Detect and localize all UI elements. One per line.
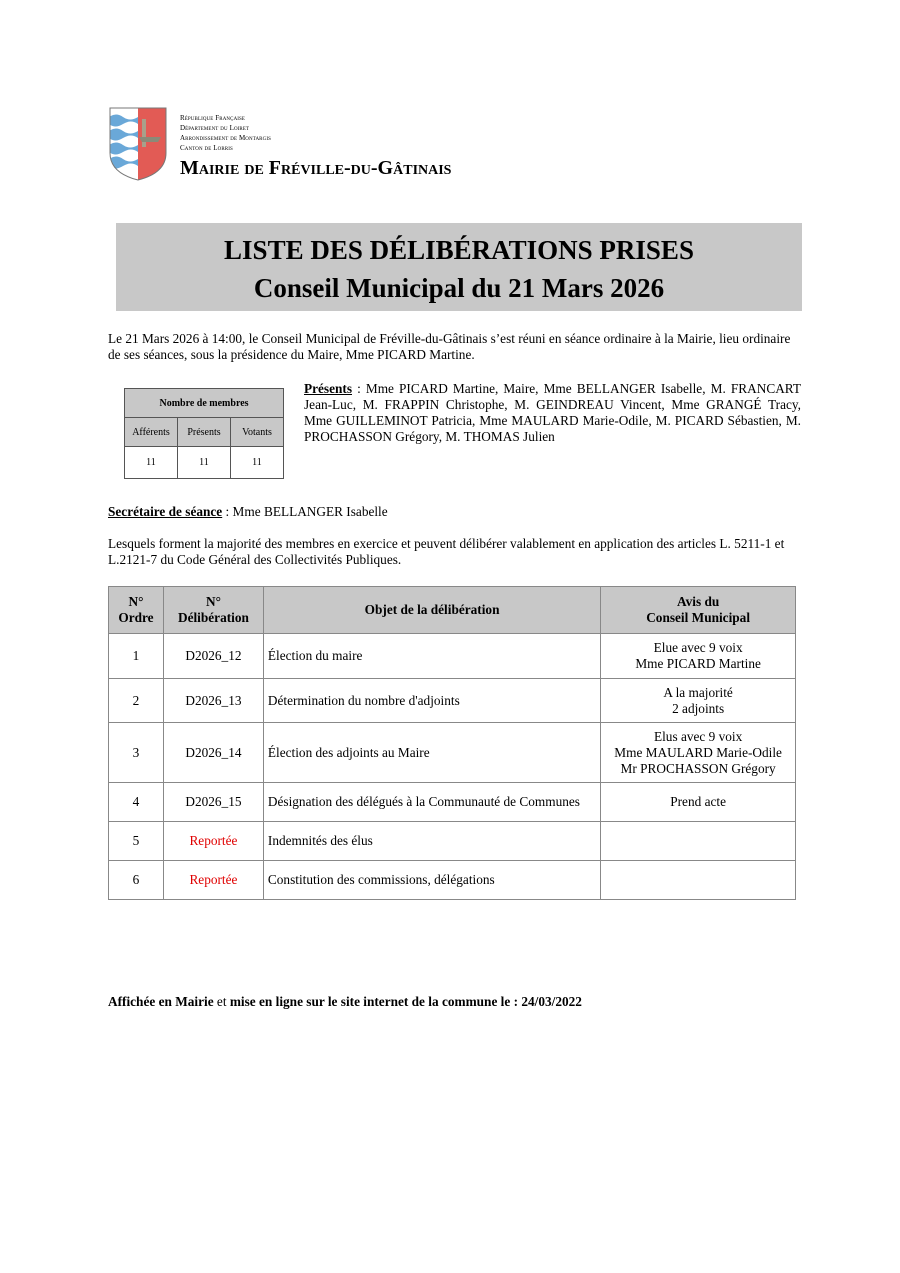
cell-objet: Élection du maire [263, 634, 600, 679]
intro-paragraph: Le 21 Mars 2026 à 14:00, le Conseil Municipal de Fréville-du-Gâtinais s’est réuni en séance ordinaire à la Mairie, lieu ordinaire de ses séances, sous la présidence du Maire, Mme PICARD Martine. [108, 331, 791, 362]
avis-line: 2 adjoints [672, 700, 725, 716]
members-col-votants: Votants [231, 418, 284, 447]
cell-ordre: 2 [109, 679, 164, 723]
cell-objet: Élection des adjoints au Maire [263, 723, 600, 783]
presents-text: : Mme PICARD Martine, Maire, Mme BELLANGER Isabelle, M. FRANCART Jean-Luc, M. FRAPPIN Christophe, M. GEINDREAU Vincent, Mme GRANGÉ Tracy, Mme GUILLEMINOT Patricia, Mme MAULARD Marie-Odile, M. PICARD Sébastien, M. PROCHASSON Grégory, M. THOMAS Julien [304, 381, 801, 444]
avis-line: Mme PICARD Martine [635, 656, 761, 671]
presents-label: Présents [304, 381, 352, 396]
cell-numero-reported: Reportée [163, 822, 263, 861]
cell-avis [601, 822, 796, 861]
cell-avis [601, 679, 796, 723]
col-header-avis-l1: Avis du [676, 594, 720, 609]
table-row [109, 634, 796, 679]
deliberations-table [108, 586, 796, 900]
table-row [109, 822, 796, 861]
members-col-afferents: Afférents [125, 418, 178, 447]
footer-part2: et [213, 994, 230, 1009]
coat-of-arms-logo [109, 107, 167, 181]
table-row [109, 723, 796, 783]
cell-numero: D2026_14 [163, 723, 263, 783]
header-line: République Française [180, 114, 246, 122]
cell-numero: D2026_15 [163, 783, 263, 822]
members-val-votants: 11 [231, 447, 284, 479]
title-box [116, 223, 802, 311]
majorite-paragraph: Lesquels forment la majorité des membres en exercice et peuvent délibérer valablement en application des articles L. 5211-1 et L.2121-7 du Code Général des Collectivités Publiques. [108, 536, 785, 567]
table-row [109, 679, 796, 723]
members-col-presents: Présents [178, 418, 231, 447]
members-val-presents: 11 [178, 447, 231, 479]
cell-ordre: 6 [109, 861, 164, 900]
col-header-deliberation-l1: N° [205, 594, 221, 609]
cell-ordre: 5 [109, 822, 164, 861]
cell-objet: Constitution des commissions, délégations [263, 861, 600, 900]
mairie-name: Mairie de Fréville-du-Gâtinais [180, 157, 452, 179]
footer-publication-line [108, 994, 582, 1010]
cell-avis [601, 861, 796, 900]
avis-line: A la majorité [663, 684, 733, 700]
secretaire-label: Secrétaire de séance [108, 504, 223, 519]
header-administrative-lines [180, 113, 271, 153]
cell-avis [601, 723, 796, 783]
cell-ordre: 4 [109, 783, 164, 822]
cell-objet: Détermination du nombre d'adjoints [263, 679, 600, 723]
header-line: Arrondissement de Montargis [180, 134, 271, 142]
cell-objet: Désignation des délégués à la Communauté de Communes [263, 783, 600, 822]
cell-objet: Indemnités des élus [263, 822, 600, 861]
col-header-deliberation [163, 587, 263, 634]
avis-line: Elue avec 9 voix [653, 640, 743, 655]
table-row [109, 783, 796, 822]
members-table [124, 388, 284, 479]
header-line: Département du Loiret [180, 124, 250, 132]
avis-line: Elus avec 9 voix [653, 728, 743, 744]
cell-numero: D2026_13 [163, 679, 263, 723]
page-title: LISTE DES DÉLIBÉRATIONS PRISES [224, 235, 694, 265]
cell-avis [601, 634, 796, 679]
cell-ordre: 3 [109, 723, 164, 783]
presents-paragraph [304, 381, 801, 445]
col-header-objet: Objet de la délibération [263, 587, 600, 634]
members-header: Nombre de membres [125, 389, 284, 418]
cell-avis [601, 783, 796, 822]
footer-part1: Affichée en Mairie [108, 994, 214, 1009]
members-val-afferents: 11 [125, 447, 178, 479]
avis-line: Mr PROCHASSON Grégory [620, 760, 776, 776]
cell-numero: D2026_12 [163, 634, 263, 679]
col-header-deliberation-l2: Délibération [177, 610, 249, 625]
avis-line: Prend acte [670, 794, 726, 809]
col-header-avis-l2: Conseil Municipal [646, 610, 751, 625]
cell-numero-reported: Reportée [163, 861, 263, 900]
secretaire-text: : Mme BELLANGER Isabelle [222, 504, 388, 519]
col-header-ordre: N° Ordre [109, 587, 164, 634]
footer-part3: mise en ligne sur le site internet de la commune le : 24/03/2022 [229, 994, 582, 1009]
table-row [109, 861, 796, 900]
col-header-avis [601, 587, 796, 634]
secretaire-line [108, 504, 388, 520]
avis-line: Mme MAULARD Marie-Odile [614, 744, 782, 760]
cell-ordre: 1 [109, 634, 164, 679]
page-subtitle: Conseil Municipal du 21 Mars 2026 [253, 273, 665, 303]
header-line: Canton de Lorris [180, 144, 233, 152]
